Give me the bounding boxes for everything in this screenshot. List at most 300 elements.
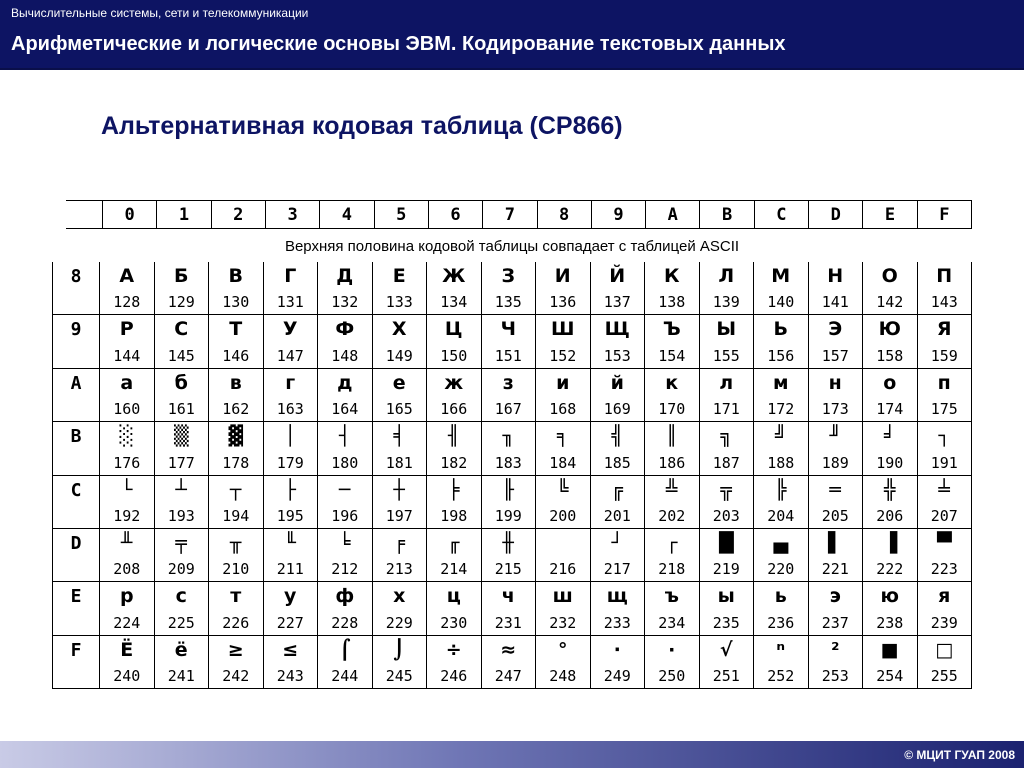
cell-code: 230 bbox=[440, 613, 468, 632]
cell-code: 142 bbox=[876, 293, 904, 312]
hex-header-E: E bbox=[863, 201, 917, 228]
cell-code: 255 bbox=[930, 667, 958, 685]
cell-glyph: ц bbox=[446, 585, 461, 608]
code-cell bbox=[591, 315, 646, 368]
cell-glyph: ▀ bbox=[936, 531, 952, 554]
cell-code: 147 bbox=[276, 346, 304, 365]
cell-glyph: э bbox=[829, 585, 841, 608]
code-cell bbox=[863, 369, 918, 422]
code-cell bbox=[155, 529, 210, 582]
cell-code: 215 bbox=[494, 560, 522, 579]
cell-code: 154 bbox=[658, 346, 686, 365]
cell-code: 179 bbox=[276, 453, 304, 472]
cell-code: 251 bbox=[712, 667, 740, 685]
row-header-A: A bbox=[52, 369, 100, 422]
cell-glyph: И bbox=[554, 265, 571, 287]
code-cell bbox=[427, 369, 482, 422]
code-cell bbox=[918, 315, 973, 368]
code-cell bbox=[536, 315, 591, 368]
cell-glyph: Ч bbox=[500, 318, 516, 341]
cell-glyph: г bbox=[285, 371, 296, 394]
cell-code: 143 bbox=[930, 293, 958, 312]
cell-glyph: Т bbox=[229, 318, 243, 341]
cell-code: 197 bbox=[385, 506, 413, 525]
cell-glyph: ╤ bbox=[175, 531, 187, 554]
cell-glyph: о bbox=[883, 371, 897, 394]
code-cell bbox=[918, 476, 973, 529]
cell-code: 138 bbox=[658, 293, 686, 312]
code-cell bbox=[373, 582, 428, 635]
cell-code: 133 bbox=[385, 293, 413, 312]
cell-glyph: ≤ bbox=[282, 638, 299, 661]
code-cell bbox=[645, 582, 700, 635]
cell-code: 168 bbox=[549, 400, 577, 419]
cell-glyph: С bbox=[174, 318, 189, 341]
cell-glyph: д bbox=[337, 371, 353, 394]
cell-code: 244 bbox=[331, 667, 359, 685]
cell-glyph: Ф bbox=[335, 318, 355, 341]
code-cell bbox=[754, 262, 809, 315]
code-cell bbox=[591, 529, 646, 582]
cell-code: 161 bbox=[167, 400, 195, 419]
code-cell bbox=[536, 369, 591, 422]
code-cell bbox=[427, 529, 482, 582]
cell-code: 136 bbox=[549, 293, 577, 312]
cell-code: 175 bbox=[930, 400, 958, 419]
hex-header-5: 5 bbox=[375, 201, 429, 228]
cell-code: 153 bbox=[603, 346, 631, 365]
cell-glyph: Х bbox=[391, 318, 407, 341]
code-cell bbox=[863, 529, 918, 582]
code-cell bbox=[373, 369, 428, 422]
ascii-note: Верхняя половина кодовой таблицы совпадает с таблицей ASCII bbox=[284, 238, 740, 255]
code-cell bbox=[754, 315, 809, 368]
code-cell bbox=[373, 315, 428, 368]
cell-glyph: ≈ bbox=[500, 638, 517, 661]
code-cell bbox=[918, 529, 973, 582]
cell-code: 200 bbox=[549, 506, 577, 525]
code-cell bbox=[209, 422, 264, 475]
cell-glyph: █ bbox=[718, 531, 734, 554]
cell-glyph: ╫ bbox=[502, 531, 514, 554]
cell-code: 245 bbox=[385, 667, 413, 685]
code-cell bbox=[918, 582, 973, 635]
cell-glyph: в bbox=[229, 371, 242, 394]
cell-glyph: ≥ bbox=[227, 638, 244, 661]
cell-code: 145 bbox=[167, 346, 195, 365]
cell-code: 226 bbox=[222, 613, 250, 632]
code-cell bbox=[373, 262, 428, 315]
cell-glyph: Д bbox=[336, 265, 354, 287]
code-cell bbox=[482, 636, 537, 689]
code-cell bbox=[918, 636, 973, 689]
cell-glyph: О bbox=[881, 265, 898, 287]
cell-code: 216 bbox=[549, 560, 577, 579]
cell-glyph: ┬ bbox=[230, 478, 242, 501]
cell-glyph: з bbox=[502, 371, 514, 394]
code-cell bbox=[209, 315, 264, 368]
row-header-9: 9 bbox=[52, 315, 100, 368]
cell-code: 207 bbox=[930, 506, 958, 525]
cell-code: 165 bbox=[385, 400, 413, 419]
code-cell bbox=[155, 476, 210, 529]
cell-code: 130 bbox=[222, 293, 250, 312]
code-cell bbox=[264, 422, 319, 475]
cell-code: 188 bbox=[767, 453, 795, 472]
cell-code: 173 bbox=[821, 400, 849, 419]
hex-header-A: A bbox=[646, 201, 700, 228]
cell-code: 248 bbox=[549, 667, 577, 685]
cell-glyph: е bbox=[392, 371, 406, 394]
code-cell bbox=[264, 476, 319, 529]
cell-glyph: щ bbox=[606, 585, 628, 608]
cell-code: 199 bbox=[494, 506, 522, 525]
code-cell bbox=[536, 636, 591, 689]
cell-code: 236 bbox=[767, 613, 795, 632]
code-cell bbox=[645, 636, 700, 689]
code-cell bbox=[318, 369, 373, 422]
cell-glyph: ╓ bbox=[448, 531, 460, 554]
code-cell bbox=[645, 262, 700, 315]
hex-corner-cell bbox=[66, 201, 103, 228]
cell-code: 220 bbox=[767, 560, 795, 579]
cell-glyph: М bbox=[771, 265, 791, 287]
cell-glyph: ⌠ bbox=[338, 638, 351, 661]
cell-glyph: ┤ bbox=[339, 425, 351, 448]
row-header-F: F bbox=[52, 636, 100, 689]
code-cell bbox=[700, 422, 755, 475]
code-cell bbox=[482, 315, 537, 368]
code-cell bbox=[591, 369, 646, 422]
cell-code: 132 bbox=[331, 293, 359, 312]
cell-glyph: ╗ bbox=[720, 425, 732, 448]
code-cell bbox=[754, 422, 809, 475]
cell-glyph: ╠ bbox=[775, 478, 787, 501]
code-cell bbox=[318, 529, 373, 582]
cell-code: 183 bbox=[494, 453, 522, 472]
cell-glyph: ╣ bbox=[611, 425, 623, 448]
code-cell bbox=[482, 529, 537, 582]
code-cell bbox=[918, 262, 973, 315]
cell-code: 212 bbox=[331, 560, 359, 579]
code-cell bbox=[264, 369, 319, 422]
slide-title: Альтернативная кодовая таблица (CP866) bbox=[101, 112, 623, 140]
code-cell bbox=[427, 262, 482, 315]
cell-glyph: ▒ bbox=[173, 425, 189, 448]
cell-glyph: ° bbox=[558, 638, 568, 661]
code-cell bbox=[700, 636, 755, 689]
code-cell bbox=[809, 369, 864, 422]
code-cell bbox=[100, 262, 155, 315]
code-cell bbox=[809, 422, 864, 475]
hex-header-6: 6 bbox=[429, 201, 483, 228]
cell-code: 189 bbox=[821, 453, 849, 472]
cell-glyph: ┴ bbox=[175, 478, 187, 501]
cell-code: 249 bbox=[603, 667, 631, 685]
cell-glyph: ═ bbox=[829, 478, 841, 501]
cell-glyph: Ц bbox=[444, 318, 463, 341]
code-cell bbox=[264, 315, 319, 368]
cell-glyph: у bbox=[284, 585, 297, 608]
cell-code: 131 bbox=[276, 293, 304, 312]
cell-code: 159 bbox=[930, 346, 958, 365]
code-cell bbox=[100, 529, 155, 582]
cell-code: 160 bbox=[113, 400, 141, 419]
cell-glyph: ы bbox=[717, 585, 735, 608]
cell-code: 139 bbox=[712, 293, 740, 312]
hex-header-9: 9 bbox=[592, 201, 646, 228]
cell-code: 182 bbox=[440, 453, 468, 472]
cell-glyph: и bbox=[556, 371, 570, 394]
code-cell bbox=[209, 636, 264, 689]
cell-glyph: ├ bbox=[284, 478, 296, 501]
cell-glyph: ъ bbox=[664, 585, 679, 608]
cell-glyph: У bbox=[282, 318, 298, 341]
hex-header-8: 8 bbox=[538, 201, 592, 228]
cell-code: 233 bbox=[603, 613, 631, 632]
code-cell bbox=[427, 636, 482, 689]
cell-code: 246 bbox=[440, 667, 468, 685]
cell-code: 214 bbox=[440, 560, 468, 579]
cell-code: 222 bbox=[876, 560, 904, 579]
cell-glyph: А bbox=[119, 265, 135, 287]
code-cell bbox=[809, 262, 864, 315]
cell-code: 158 bbox=[876, 346, 904, 365]
cell-code: 228 bbox=[331, 613, 359, 632]
cell-glyph: ж bbox=[444, 371, 464, 394]
cell-code: 162 bbox=[222, 400, 250, 419]
cell-glyph: ⁿ bbox=[776, 638, 786, 661]
cell-code: 195 bbox=[276, 506, 304, 525]
code-cell bbox=[591, 636, 646, 689]
code-cell bbox=[863, 476, 918, 529]
cell-glyph: ╡ bbox=[393, 425, 405, 448]
row-header-D: D bbox=[52, 529, 100, 582]
cell-glyph: ь bbox=[774, 585, 787, 608]
cell-code: 185 bbox=[603, 453, 631, 472]
cell-code: 181 bbox=[385, 453, 413, 472]
cell-code: 137 bbox=[603, 293, 631, 312]
code-cell bbox=[863, 422, 918, 475]
cell-glyph: ┼ bbox=[393, 478, 405, 501]
code-cell bbox=[754, 529, 809, 582]
hex-header-F: F bbox=[918, 201, 972, 228]
code-cell bbox=[318, 262, 373, 315]
code-cell bbox=[264, 529, 319, 582]
code-cell bbox=[700, 529, 755, 582]
code-cell bbox=[754, 582, 809, 635]
cell-code: 242 bbox=[222, 667, 250, 685]
cell-code: 224 bbox=[113, 613, 141, 632]
code-cell bbox=[809, 476, 864, 529]
cell-code: 187 bbox=[712, 453, 740, 472]
code-cell bbox=[318, 315, 373, 368]
code-cell bbox=[700, 582, 755, 635]
cell-code: 240 bbox=[113, 667, 141, 685]
cell-code: 184 bbox=[549, 453, 577, 472]
cell-glyph: ╒ bbox=[393, 531, 405, 554]
cell-glyph: ё bbox=[174, 638, 188, 661]
code-cell bbox=[427, 582, 482, 635]
code-cell bbox=[100, 369, 155, 422]
cell-code: 152 bbox=[549, 346, 577, 365]
cell-code: 174 bbox=[876, 400, 904, 419]
cell-code: 231 bbox=[494, 613, 522, 632]
cell-glyph: ² bbox=[831, 638, 840, 661]
cell-glyph: ╕ bbox=[557, 425, 569, 448]
cell-glyph: ╨ bbox=[121, 531, 133, 554]
cell-glyph: ┐ bbox=[938, 425, 950, 448]
code-cell bbox=[318, 476, 373, 529]
cell-glyph: ┌ bbox=[666, 531, 678, 554]
code-cell bbox=[645, 529, 700, 582]
cell-code: 171 bbox=[712, 400, 740, 419]
code-cell bbox=[100, 476, 155, 529]
cell-code: 227 bbox=[276, 613, 304, 632]
code-cell bbox=[645, 476, 700, 529]
code-cell bbox=[809, 636, 864, 689]
cell-code: 170 bbox=[658, 400, 686, 419]
cell-code: 208 bbox=[113, 560, 141, 579]
cell-glyph: с bbox=[175, 585, 187, 608]
code-cell bbox=[536, 582, 591, 635]
code-cell bbox=[591, 476, 646, 529]
cell-code: 156 bbox=[767, 346, 795, 365]
cell-code: 148 bbox=[331, 346, 359, 365]
cell-code: 166 bbox=[440, 400, 468, 419]
code-cell bbox=[482, 422, 537, 475]
code-cell bbox=[155, 369, 210, 422]
cell-code: 178 bbox=[222, 453, 250, 472]
cell-glyph: Ж bbox=[442, 265, 466, 287]
code-cell bbox=[482, 369, 537, 422]
cell-glyph: ╦ bbox=[720, 478, 732, 501]
cell-glyph: Э bbox=[828, 318, 843, 341]
cell-code: 253 bbox=[821, 667, 849, 685]
code-cell bbox=[427, 315, 482, 368]
code-cell bbox=[427, 476, 482, 529]
code-cell bbox=[700, 315, 755, 368]
code-cell bbox=[536, 262, 591, 315]
slide-footer bbox=[0, 741, 1024, 768]
cell-glyph: ╘ bbox=[339, 531, 351, 554]
cell-code: 204 bbox=[767, 506, 795, 525]
code-cell bbox=[918, 369, 973, 422]
cell-code: 205 bbox=[821, 506, 849, 525]
cell-code: 172 bbox=[767, 400, 795, 419]
cell-glyph: ч bbox=[501, 585, 515, 608]
row-header-8: 8 bbox=[52, 262, 100, 315]
cell-code: 239 bbox=[930, 613, 958, 632]
cell-glyph: ╚ bbox=[557, 478, 569, 501]
cell-glyph: ╢ bbox=[448, 425, 460, 448]
cell-code: 128 bbox=[113, 293, 141, 312]
header-title: Арифметические и логические основы ЭВМ. Кодирование текстовых данных bbox=[11, 33, 786, 55]
code-cell bbox=[264, 262, 319, 315]
code-cell bbox=[754, 636, 809, 689]
cell-glyph: ╙ bbox=[284, 531, 296, 554]
code-cell bbox=[700, 369, 755, 422]
code-cell bbox=[591, 422, 646, 475]
cell-code: 223 bbox=[930, 560, 958, 579]
cell-glyph: ∙ bbox=[613, 638, 621, 661]
cell-glyph: ▄ bbox=[773, 531, 789, 554]
cell-glyph: ─ bbox=[339, 478, 351, 501]
hex-header-2: 2 bbox=[212, 201, 266, 228]
cell-glyph: й bbox=[610, 371, 624, 394]
cell-glyph: К bbox=[663, 265, 680, 287]
cell-code: 164 bbox=[331, 400, 359, 419]
hex-header-3: 3 bbox=[266, 201, 320, 228]
cell-glyph: л bbox=[719, 371, 734, 394]
cell-code: 180 bbox=[331, 453, 359, 472]
code-cell bbox=[591, 582, 646, 635]
code-cell bbox=[318, 422, 373, 475]
cell-glyph: ░ bbox=[119, 425, 135, 448]
code-cell bbox=[373, 529, 428, 582]
cell-glyph: П bbox=[936, 265, 953, 287]
code-cell bbox=[809, 315, 864, 368]
cell-glyph: м bbox=[772, 371, 789, 394]
cell-code: 206 bbox=[876, 506, 904, 525]
code-cell bbox=[318, 582, 373, 635]
cell-glyph: Щ bbox=[604, 318, 630, 341]
cell-code: 150 bbox=[440, 346, 468, 365]
code-cell bbox=[209, 529, 264, 582]
cell-glyph: └ bbox=[121, 478, 133, 501]
hex-header-B: B bbox=[700, 201, 754, 228]
cell-glyph: б bbox=[174, 371, 188, 394]
hex-header-C: C bbox=[755, 201, 809, 228]
cell-glyph: ┘ bbox=[611, 531, 623, 554]
cell-glyph: н bbox=[828, 371, 842, 394]
cell-code: 234 bbox=[658, 613, 686, 632]
cell-glyph: Е bbox=[392, 265, 406, 287]
cell-glyph: ÷ bbox=[445, 638, 462, 661]
row-header-C: C bbox=[52, 476, 100, 529]
cell-glyph: Й bbox=[609, 265, 626, 287]
copyright: © МЦИТ ГУАП 2008 bbox=[904, 748, 1015, 762]
code-cell bbox=[591, 262, 646, 315]
cell-glyph: · bbox=[668, 638, 676, 661]
cell-glyph: ║ bbox=[666, 425, 678, 448]
cell-glyph: Я bbox=[936, 318, 952, 341]
code-cell bbox=[482, 582, 537, 635]
cell-code: 134 bbox=[440, 293, 468, 312]
cell-code: 238 bbox=[876, 613, 904, 632]
cell-glyph: ╔ bbox=[611, 478, 623, 501]
code-cell bbox=[645, 369, 700, 422]
cell-code: 221 bbox=[821, 560, 849, 579]
code-table bbox=[52, 262, 972, 689]
code-cell bbox=[536, 476, 591, 529]
cell-glyph: √ bbox=[719, 638, 733, 661]
cell-code: 167 bbox=[494, 400, 522, 419]
cell-code: 254 bbox=[876, 667, 904, 685]
cell-glyph: ╩ bbox=[666, 478, 678, 501]
cell-code: 203 bbox=[712, 506, 740, 525]
code-cell bbox=[209, 476, 264, 529]
cell-glyph: ■ bbox=[880, 638, 899, 661]
cell-code: 135 bbox=[494, 293, 522, 312]
cell-code: 202 bbox=[658, 506, 686, 525]
cell-code: 250 bbox=[658, 667, 686, 685]
code-cell bbox=[155, 315, 210, 368]
cell-code: 211 bbox=[276, 560, 304, 579]
code-cell bbox=[155, 636, 210, 689]
cell-code: 237 bbox=[821, 613, 849, 632]
cell-glyph: ╟ bbox=[502, 478, 514, 501]
